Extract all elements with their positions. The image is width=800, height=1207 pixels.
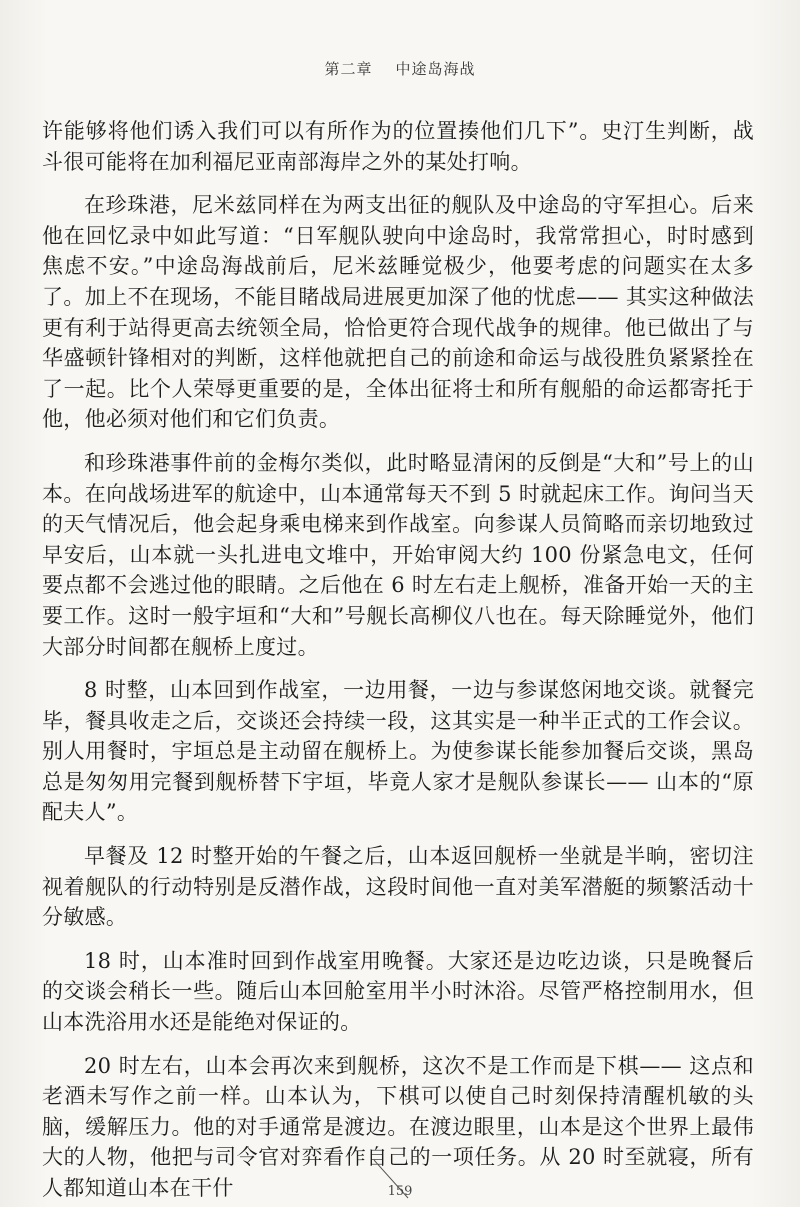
paragraph-2: 在珍珠港，尼米兹同样在为两支出征的舰队及中途岛的守军担心。后来他在回忆录中如此写道：“日军舰队驶向中途岛时，我常常担心，时时感到焦虑不安。”中途岛海战前后，尼米兹睡觉极少，他要考虑的问题实在太多了。加上不在现场，不能目睹战局进展更加深了他的忧虑—— 其实这种做法更有利于站得更高去统领全局，恰恰更符合现代战争的规律。他已做出了与华盛顿针锋相对的判断，这样他就把自己的前途和命运与战役胜负紧紧拴在了一起。比个人荣辱更重要的是，全体出征将士和所有舰船的命运都寄托于他，他必须对他们和它们负责。 — [42, 193, 754, 432]
chapter-title: 中途岛海战 — [395, 60, 476, 78]
chapter-number: 第二章 — [324, 60, 373, 78]
paragraph-7: 20 时左右，山本会再次来到舰桥，这次不是工作而是下棋—— 这点和老酒未写作之前一样。山本认为，下棋可以使自己时刻保持清醒机敏的头脑，缓解压力。他的对手通常是渡边。在渡边眼里，山本是这个世界上最伟大的人物，他把与司令官对弈看作自己的一项任务。从 20 时至就寝，所有人都知道山本在干什 — [42, 1053, 754, 1200]
paragraph-6: 18 时，山本准时回到作战室用晚餐。大家还是边吃边谈，只是晚餐后的交谈会稍长一些。随后山本回舱室用半小时沐浴。尽管严格控制用水，但山本洗浴用水还是能绝对保证的。 — [42, 948, 754, 1035]
page-number: 159 — [387, 1184, 413, 1199]
running-header — [0, 58, 800, 79]
paragraph-3: 和珍珠港事件前的金梅尔类似，此时略显清闲的反倒是“大和”号上的山本。在向战场进军的航途中，山本通常每天不到 5 时就起床工作。询问当天的天气情况后，他会起身乘电梯来到作战室。向参谋人员简略而亲切地致过早安后，山本就一头扎进电文堆中，开始审阅大约 100 份紧急电文，任何要点都不会逃过他的眼睛。之后他在 6 时左右走上舰桥，准备开始一天的主要工作。这时一般宇垣和“大和”号舰长高柳仪八也在。每天除睡觉外，他们大部分时间都在舰桥上度过。 — [42, 450, 754, 659]
body-text — [42, 116, 754, 1204]
paragraph-1: 许能够将他们诱入我们可以有所作为的位置揍他们几下”。史汀生判断，战斗很可能将在加利福尼亚南部海岸之外的某处打响。 — [42, 119, 754, 174]
paragraph-5: 早餐及 12 时整开始的午餐之后，山本返回舰桥一坐就是半晌，密切注视着舰队的行动特别是反潜作战，这段时间他一直对美军潜艇的频繁活动十分敏感。 — [42, 844, 754, 930]
paragraph-4: 8 时整，山本回到作战室，一边用餐，一边与参谋悠闲地交谈。就餐完毕，餐具收走之后，交谈还会持续一段，这其实是一种半正式的工作会议。别人用餐时，宇垣总是主动留在舰桥上。为使参谋长能参加餐后交谈，黑岛总是匆匆用完餐到舰桥替下宇垣，毕竟人家才是舰队参谋长—— 山本的“原配夫人”。 — [42, 678, 754, 825]
